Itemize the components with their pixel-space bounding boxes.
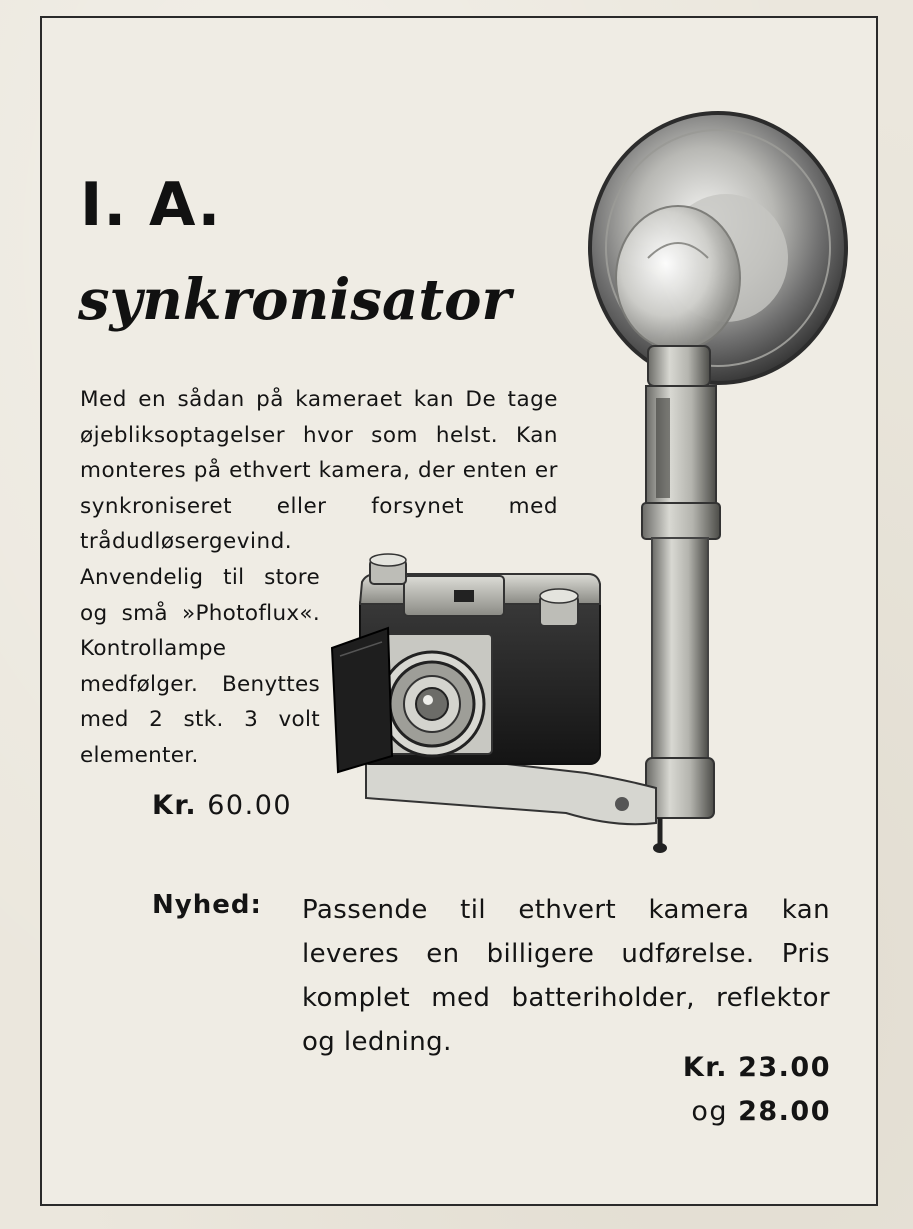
news-text: Passende til ethvert kamera kan leveres en billigere udførelse. Pris komplet med batteriholder, reflektor og ledning. (302, 895, 830, 1057)
news-label: Nyhed: (152, 890, 262, 920)
price-alt-amount-2: 28.00 (738, 1096, 831, 1127)
price-alt (683, 1046, 831, 1134)
price-alt-connector: og (691, 1096, 728, 1127)
price-main (152, 790, 292, 821)
price-alt-line-2 (683, 1090, 831, 1134)
price-alt-amount-1: 23.00 (738, 1052, 831, 1083)
ad-title-abbreviation: I. A. (80, 170, 222, 240)
price-main-amount: 60.00 (207, 790, 293, 821)
camera-with-flash-reflector-icon (326, 108, 856, 858)
price-alt-line-1 (683, 1046, 831, 1090)
ad-description-narrow: Anvendelig til store og små »Photoflux«. Kontrollampe medfølger. Benyttes med 2 stk. 3 volt elementer. (80, 565, 320, 768)
ad-title-script: synkronisator (78, 267, 511, 333)
ad-description-wide: Med en sådan på kameraet kan De tage øjebliksoptagelser hvor som helst. Kan monteres på ethvert kamera, der enten er synkroniseret eller forsynet med trådudløsergevind. (80, 387, 558, 554)
price-main-label: Kr. (152, 790, 198, 821)
price-alt-label: Kr. (682, 1052, 728, 1083)
